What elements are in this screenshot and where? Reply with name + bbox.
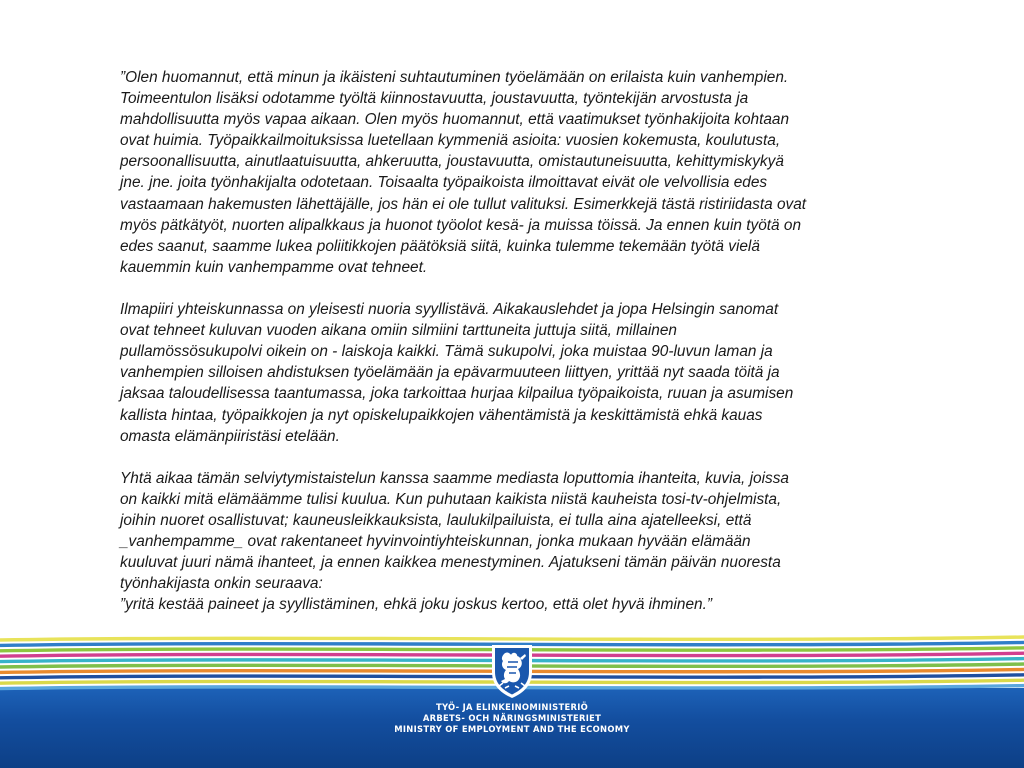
text-line: vanhempien silloisen ahdistuksen työelämään ja epävarmuuteen liittyen, yrittää nyt saada töitä ja — [120, 364, 780, 382]
text-line: pullamössösukupolvi oikein on - laiskoja kaikki. Tämä sukupolvi, joka muistaa 90-luvun laman ja — [120, 343, 773, 361]
text-line: vastaamaan hakemusten lähettäjälle, jos hän ei ole tullut valituksi. Esimerkkejä tästä ristiriidasta ovat — [120, 195, 807, 213]
text-line: kuuluvat juuri nämä ihanteet, ja ennen kaikkea menestyminen. Ajatukseni tämän päivän nuoresta — [120, 554, 781, 572]
text-line: myös pätkätyöt, nuorten alipalkkaus ja huonot työolot kesä- ja muissa töissä. Ja ennen kuin työtä on — [120, 216, 801, 234]
text-line: ovat huimia. Työpaikkailmoituksissa luetellaan kymmeniä asioita: vuosien kokemusta, koulutusta, — [120, 132, 781, 150]
text-line: Yhtä aikaa tämän selviytymistaistelun kanssa saamme mediasta loputtomia ihanteita, kuvia, joissa — [120, 469, 789, 487]
ministry-name-english: MINISTRY OF EMPLOYMENT AND THE ECONOMY — [394, 723, 630, 734]
text-line: joihin nuoret osallistuvat; kauneusleikkauksista, laulukilpailuista, ei tulla aina ajatelleeksi, että — [120, 511, 752, 529]
text-line: mahdollisuutta myös vapaa aikaan. Olen myös huomannut, että vaatimukset työnhakijoita kohtaan — [120, 111, 790, 129]
ministry-name-block — [0, 702, 1024, 734]
paragraph-1 — [120, 67, 890, 278]
paragraph-3 — [120, 468, 890, 616]
text-line: työnhakijasta onkin seuraava: — [120, 575, 323, 593]
text-line: Toimeentulon lisäksi odotamme työltä kiinnostavuutta, joustavuutta, työntekijän arvostusta ja — [120, 90, 749, 108]
paragraph-2 — [120, 299, 890, 447]
finnish-lion-crest-icon — [487, 642, 537, 700]
text-line: jne. jne. joita työnhakijalta odotetaan. Toisaalta työpaikoista ilmoittavat eivät ole velvollisia edes — [120, 174, 768, 192]
text-line: ”yritä kestää paineet ja syyllistäminen, ehkä joku joskus kertoo, että olet hyvä ihminen.” — [120, 596, 712, 614]
text-line: kauemmin kuin vanhempamme ovat tehneet. — [120, 258, 428, 276]
text-line: Ilmapiiri yhteiskunnassa on yleisesti nuoria syyllistävä. Aikakauslehdet ja jopa Helsingin sanomat — [120, 301, 779, 319]
text-line: ”Olen huomannut, että minun ja ikäisteni suhtautuminen työelämään on erilaista kuin vanhempien. — [120, 69, 789, 86]
ministry-footer — [0, 632, 1024, 768]
text-line: omasta elämänpiiristäsi etelään. — [120, 427, 340, 445]
quote-text-block — [120, 67, 890, 615]
text-line: on kaikki mitä elämäämme tulisi kuulua. Kun puhutaan kaikista niistä kauheista tosi-tv-ohjelmista, — [120, 490, 782, 508]
color-stripe — [0, 637, 1024, 640]
text-line: kallista hintaa, työpaikkojen ja nyt opiskelupaikkojen vähentämistä ja keskittämistä ehkä kauas — [120, 406, 763, 424]
text-line: ovat tehneet kuluvan vuoden aikana omiin silmiini tarttuneita juttuja siitä, millainen — [120, 322, 677, 340]
text-line: edes saanut, saamme lukea poliitikkojen päätöksiä siitä, kuinka tulemme tekemään työtä vielä — [120, 237, 760, 255]
text-line: persoonallisuutta, ainutlaatuisuutta, ahkeruutta, joustavuutta, omistautuneisuutta, kehittymiskykyä — [120, 153, 784, 171]
text-line: _vanhempamme_ ovat rakentaneet hyvinvointiyhteiskunnan, jonka mukaan hyvään elämään — [120, 533, 751, 551]
ministry-name-finnish: TYÖ- JA ELINKEINOMINISTERIÖ — [435, 702, 589, 712]
text-line: jaksaa taloudellisessa taantumassa, joka tarkoittaa hurjaa kilpailua työpaikoista, ruuan ja asumisen — [120, 385, 794, 403]
ministry-name-swedish: ARBETS- OCH NÄRINGSMINISTERIET — [422, 712, 602, 723]
